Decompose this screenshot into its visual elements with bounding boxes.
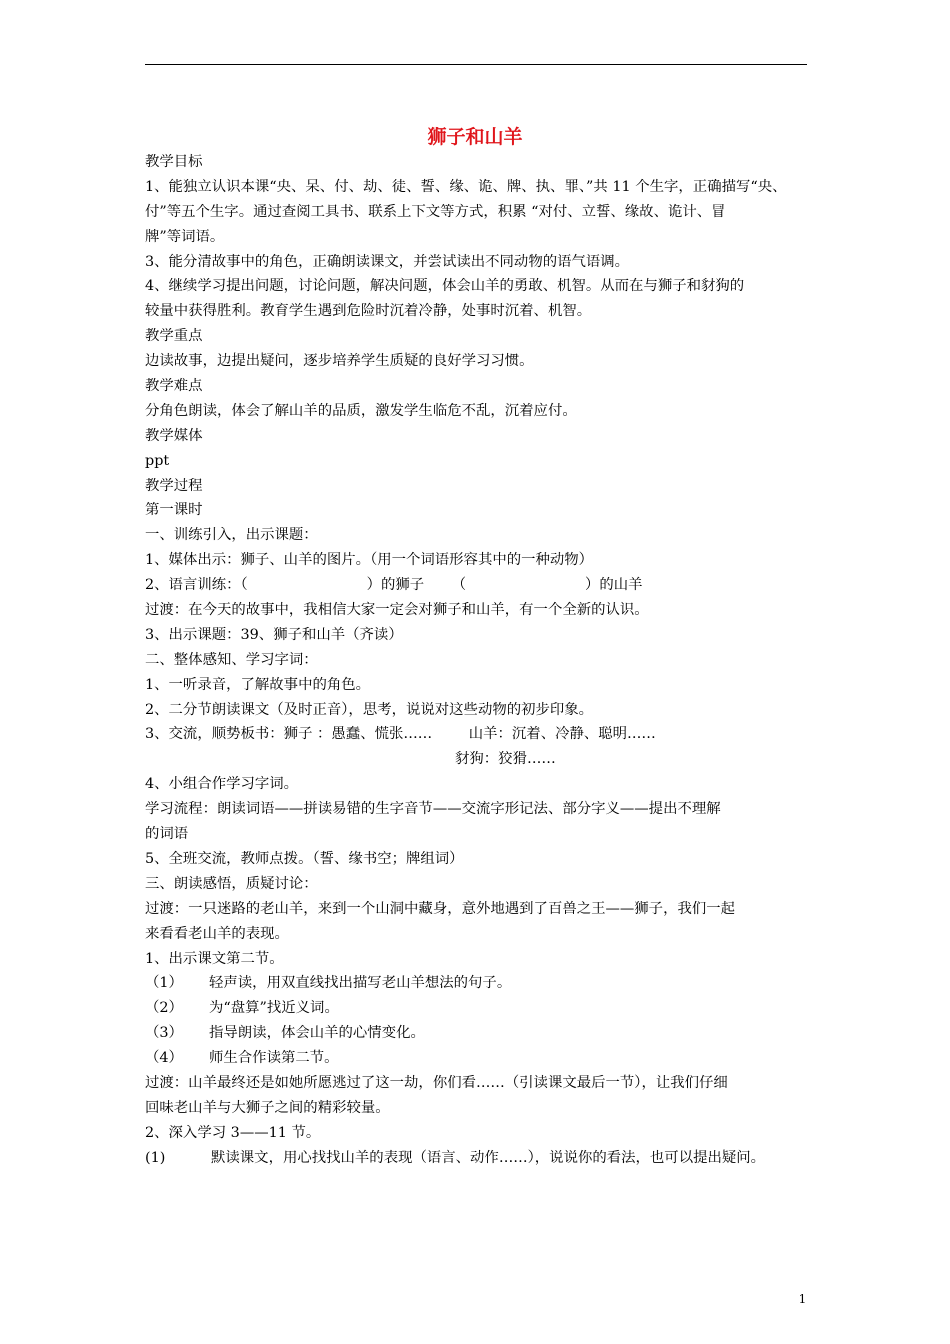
list-item (145, 1146, 820, 1171)
list-item (145, 971, 820, 996)
list-item-text: 师生合作读第二节。 (209, 1050, 339, 1067)
paragraph-line: 1、出示课文第二节。 (145, 950, 284, 967)
section-heading: 教学难点 (145, 378, 203, 395)
paragraph-line: 一、训练引入，出示课题： (145, 527, 318, 544)
paragraph-line: 牌”等词语。 (145, 228, 225, 245)
list-item-number: （3） (145, 1025, 183, 1042)
paragraph-line: 付”等五个生字。通过查阅工具书、联系上下文等方式，积累 “对付、立誓、缘故、诡计、冒 (145, 203, 726, 220)
paragraph-line: 较量中获得胜利。教育学生遇到危险时沉着冷静，处事时沉着、机智。 (145, 303, 592, 320)
paragraph-line: ppt (145, 452, 170, 469)
paragraph-line: 3、能分清故事中的角色，正确朗读课文，并尝试读出不同动物的语气语调。 (145, 253, 630, 270)
list-item-number: (1) (145, 1149, 166, 1166)
paragraph-line: 1、一听录音，了解故事中的角色。 (145, 676, 371, 693)
paragraph-line: 边读故事，边提出疑问，逐步培养学生质疑的良好学习习惯。 (145, 353, 534, 370)
paragraph-line: 来看看老山羊的表现。 (145, 925, 289, 942)
list-item-number: （2） (145, 1000, 183, 1017)
list-item-text: 指导朗读，体会山羊的心情变化。 (209, 1025, 425, 1042)
page-number: 1 (798, 1292, 807, 1306)
paragraph-line: 3、出示课题：39、狮子和山羊（齐读） (145, 626, 403, 643)
paragraph-line: 二、整体感知、学习字词： (145, 651, 318, 668)
paragraph-line: 2、语言训练：（ ）的狮子 （ ）的山羊 (145, 577, 643, 594)
paragraph-line: 三、朗读感悟，质疑讨论： (145, 875, 318, 892)
list-item-number: （4） (145, 1050, 183, 1067)
section-heading: 教学过程 (145, 477, 203, 494)
paragraph-line: 分角色朗读，体会了解山羊的品质，激发学生临危不乱，沉着应付。 (145, 402, 577, 419)
section-heading: 教学重点 (145, 328, 203, 345)
paragraph-line: 1、媒体出示：狮子、山羊的图片。（用一个词语形容其中的一种动物） (145, 552, 594, 569)
paragraph-line: 4、小组合作学习字词。 (145, 776, 299, 793)
paragraph-line: 第一课时 (145, 502, 203, 519)
list-item (145, 1046, 820, 1071)
paragraph-line: 3、交流，顺势板书：狮子 ：愚蠢、慌张…… 山羊：沉着、冷静、聪明…… (145, 726, 656, 743)
paragraph-line: 过渡：山羊最终还是如她所愿逃过了这一劫，你们看……（引读课文最后一节），让我们仔细 (145, 1074, 728, 1091)
list-item (145, 996, 820, 1021)
paragraph-line: 的词语 (145, 826, 189, 843)
paragraph-line: 过渡：一只迷路的老山羊，来到一个山洞中藏身，意外地遇到了百兽之王——狮子，我们一起 (145, 900, 736, 917)
paragraph-line: 学习流程：朗读词语——拼读易错的生字音节——交流字形记法、部分字义——提出不理解 (145, 801, 721, 818)
paragraph-line: 5、全班交流，教师点拨。（誓、缘书空；牌组词） (145, 850, 464, 867)
paragraph-line: 过渡：在今天的故事中，我相信大家一定会对狮子和山羊，有一个全新的认识。 (145, 602, 649, 619)
document-body (145, 150, 820, 1171)
list-item-text: 轻声读，用双直线找出描写老山羊想法的句子。 (209, 975, 512, 992)
section-heading: 教学媒体 (145, 427, 203, 444)
paragraph-line: 2、深入学习 3——11 节。 (145, 1124, 321, 1141)
document-title: 狮子和山羊 (427, 126, 523, 148)
list-item (145, 1021, 820, 1046)
paragraph-line: 豺狗：狡猾…… (455, 751, 556, 768)
section-heading: 教学目标 (145, 154, 203, 170)
header-rule (145, 64, 807, 65)
list-item-text: 为“盘算”找近义词。 (209, 1000, 339, 1017)
paragraph-line: 1、能独立认识本课“央、呆、付、劫、徒、誓、缘、诡、牌、执、罪、”共 11 个生字，正确描写“央、 (145, 178, 787, 195)
paragraph-line: 2、二分节朗读课文（及时正音），思考，说说对这些动物的初步印象。 (145, 701, 594, 718)
list-item-text: 默读课文，用心找找山羊的表现（语言、动作……），说说你的看法，也可以提出疑问。 (211, 1149, 766, 1166)
paragraph-line: 回味老山羊与大狮子之间的精彩较量。 (145, 1099, 390, 1116)
list-item-number: （1） (145, 975, 183, 992)
paragraph-line: 4、继续学习提出问题，讨论问题，解决问题，体会山羊的勇敢、机智。从而在与狮子和豺狗的 (145, 278, 745, 295)
